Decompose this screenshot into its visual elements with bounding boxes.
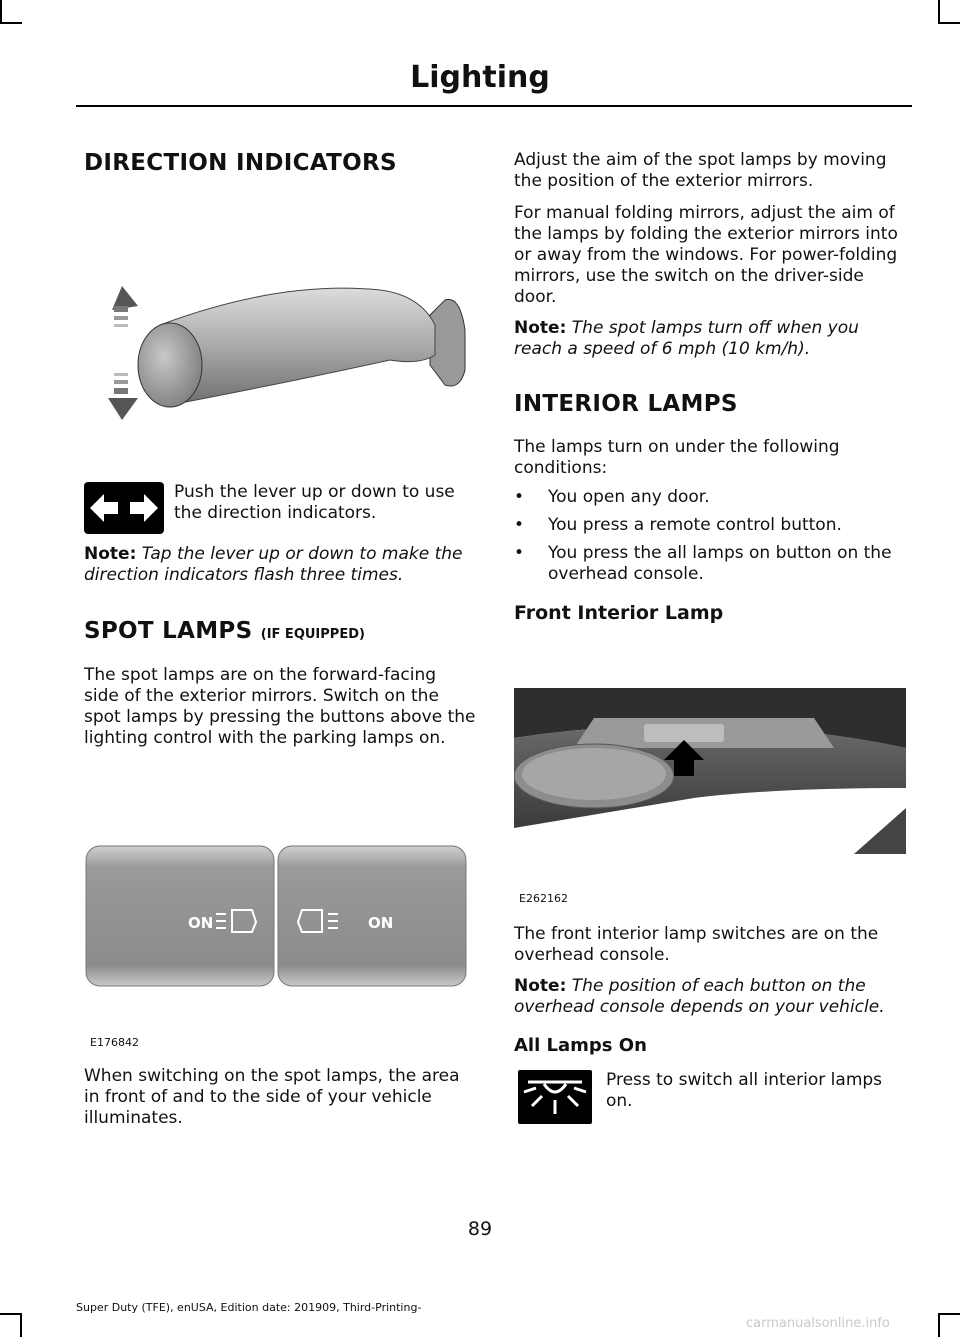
- crop-mark: [0, 22, 22, 24]
- direction-indicators-heading: DIRECTION INDICATORS: [84, 150, 397, 176]
- crop-mark: [938, 1313, 940, 1337]
- note-text: The position of each button on the overhead console depends on your vehicle.: [514, 976, 885, 1017]
- front-interior-body: The front interior lamp switches are on the overhead console.: [514, 924, 879, 965]
- dome-lamp-icon: [518, 1070, 592, 1124]
- crop-mark: [0, 1313, 22, 1315]
- crop-mark: [938, 22, 960, 24]
- list-item: • You open any door.: [514, 487, 710, 507]
- aim-paragraph-1: Adjust the aim of the spot lamps by moving the position of the exterior mirrors.: [514, 150, 887, 191]
- spot-lamp-buttons-figure: [84, 842, 470, 992]
- direction-body: Push the lever up or down to use the direction indicators.: [174, 482, 455, 523]
- crop-mark: [938, 0, 940, 22]
- front-interior-lamp-figure: [514, 688, 906, 854]
- spot-lamps-title: SPOT LAMPS: [84, 618, 253, 644]
- figure-id-e262162: E262162: [519, 892, 568, 905]
- aim-paragraph-2: For manual folding mirrors, adjust the aim of the lamps by folding the exterior mirrors into or away from the windows. For power-folding mirrors, use the switch on the driver-side door.: [514, 203, 898, 307]
- header-rule: [76, 105, 912, 107]
- spot-lamps-heading: [84, 618, 365, 644]
- turn-signal-arrows-icon: [84, 482, 164, 534]
- interior-intro: The lamps turn on under the following conditions:: [514, 437, 840, 478]
- page-number: 89: [467, 1218, 493, 1240]
- figure-id-e176842: E176842: [90, 1036, 139, 1049]
- note-label: Note:: [514, 976, 567, 996]
- note-text: The spot lamps turn off when you reach a speed of 6 mph (10 km/h).: [514, 318, 859, 359]
- note-label: Note:: [84, 544, 137, 564]
- spot-right-on-label: ON: [368, 914, 394, 932]
- spot-note: [514, 318, 908, 360]
- note-text: Tap the lever up or down to make the direction indicators flash three times.: [84, 544, 463, 585]
- watermark: carmanualsonline.info: [746, 1316, 890, 1331]
- all-lamps-body: Press to switch all interior lamps on.: [606, 1070, 883, 1111]
- note-label: Note:: [514, 318, 567, 338]
- spot-left-on-label: ON: [188, 914, 214, 932]
- spot-lamps-suffix: (IF EQUIPPED): [260, 627, 365, 642]
- spot-lamps-after: When switching on the spot lamps, the area in front of and to the side of your vehicle illuminates.: [84, 1066, 460, 1128]
- list-item: • You press the all lamps on button on the overhead console.: [514, 543, 892, 584]
- direction-note: [84, 544, 476, 586]
- all-lamps-on-heading: All Lamps On: [514, 1035, 647, 1056]
- front-interior-lamp-heading: Front Interior Lamp: [514, 602, 724, 624]
- page-title: Lighting: [410, 60, 550, 95]
- footer-edition: Super Duty (TFE), enUSA, Edition date: 201909, Third-Printing-: [76, 1301, 422, 1314]
- crop-mark: [0, 0, 2, 22]
- crop-mark: [938, 1313, 960, 1315]
- list-item: • You press a remote control button.: [514, 515, 842, 535]
- interior-lamps-heading: INTERIOR LAMPS: [514, 391, 738, 417]
- crop-mark: [20, 1313, 22, 1337]
- direction-lever-figure: [100, 270, 472, 420]
- spot-lamps-body: The spot lamps are on the forward-facing side of the exterior mirrors. Switch on the spot lamps by pressing the buttons above the lighting control with the parking lamps on.: [84, 665, 476, 748]
- front-interior-note: [514, 976, 908, 1018]
